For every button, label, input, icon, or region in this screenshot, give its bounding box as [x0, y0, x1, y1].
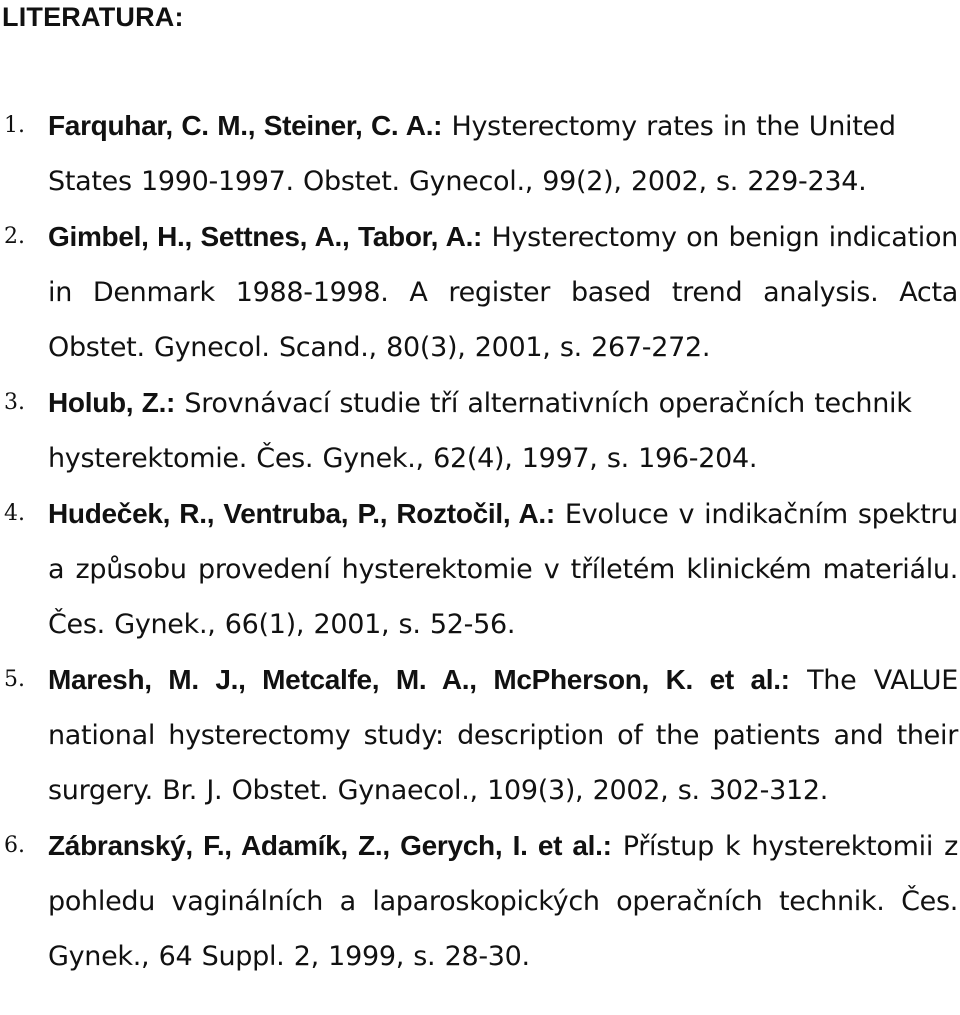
reference-item — [0, 98, 958, 209]
reference-authors: Farquhar, C. M., Steiner, C. A.: — [48, 110, 443, 141]
reference-citation: The VALUE national hysterectomy study: description of the patients and their surgery. Br. J. Obstet. Gynaecol., 109(3), 2002, s. 302-312. — [48, 665, 958, 806]
reference-authors: Gimbel, H., Settnes, A., Tabor, A.: — [48, 221, 483, 252]
reference-text — [48, 818, 958, 984]
reference-text — [48, 375, 958, 486]
reference-text — [48, 209, 958, 375]
reference-number: 4. — [4, 501, 25, 526]
reference-item — [0, 818, 958, 984]
reference-item — [0, 652, 958, 818]
reference-text — [48, 98, 958, 209]
reference-number: 6. — [4, 833, 25, 858]
reference-citation: Hysterectomy rates in the United States 1990-1997. Obstet. Gynecol., 99(2), 2002, s. 229-234. — [48, 111, 896, 197]
reference-authors: Maresh, M. J., Metcalfe, M. A., McPherson, K. et al.: — [48, 664, 790, 695]
reference-number: 3. — [4, 390, 25, 415]
reference-number: 1. — [4, 113, 25, 138]
reference-authors: Zábranský, F., Adamík, Z., Gerych, I. et al.: — [48, 830, 612, 861]
reference-citation: Přístup k hysterektomii z pohledu vaginálních a laparoskopických operačních technik. Čes. Gynek., 64 Suppl. 2, 1999, s. 28-30. — [48, 831, 958, 972]
reference-citation: Srovnávací studie tří alternativních operačních technik hysterektomie. Čes. Gynek., 62(4), 1997, s. 196-204. — [48, 388, 912, 474]
reference-citation: Evoluce v indikačním spektru a způsobu provedení hysterektomie v tříletém klinickém materiálu. Čes. Gynek., 66(1), 2001, s. 52-56. — [48, 499, 958, 640]
reference-number: 5. — [4, 667, 25, 692]
reference-authors: Holub, Z.: — [48, 387, 176, 418]
reference-item — [0, 486, 958, 652]
reference-text — [48, 652, 958, 818]
reference-text — [48, 486, 958, 652]
reference-authors: Hudeček, R., Ventruba, P., Roztočil, A.: — [48, 498, 555, 529]
reference-list — [0, 98, 958, 984]
reference-item — [0, 209, 958, 375]
reference-citation: Hysterectomy on benign indication in Denmark 1988-1998. A register based trend analysis. Acta Obstet. Gynecol. Scand., 80(3), 2001, s. 267-272. — [48, 222, 958, 363]
reference-item — [0, 375, 958, 486]
references-heading: LITERATURA: — [2, 2, 184, 32]
reference-number: 2. — [4, 224, 25, 249]
